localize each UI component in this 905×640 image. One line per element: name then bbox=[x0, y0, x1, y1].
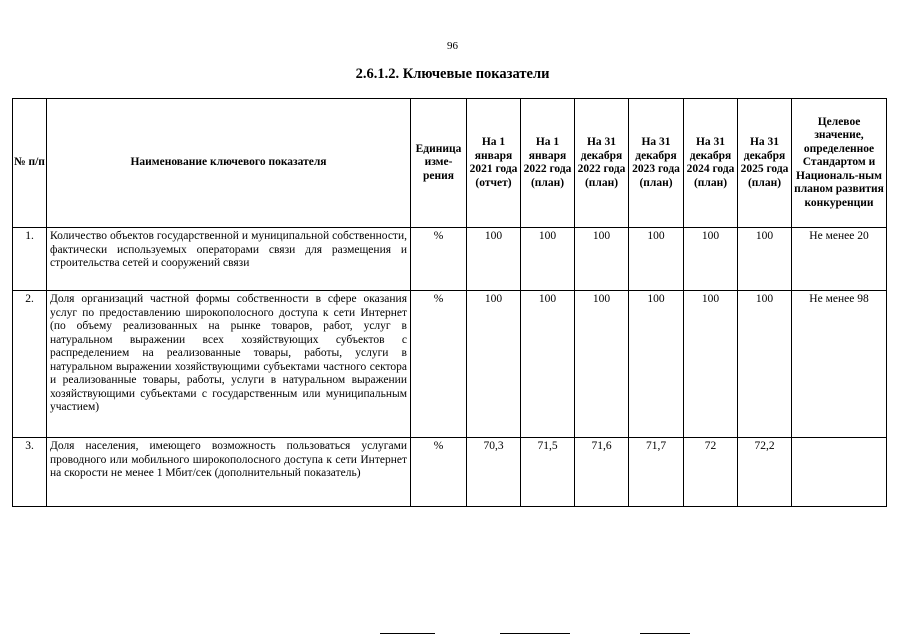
scan-mark-line bbox=[500, 633, 570, 634]
value-2022-dec: 71,6 bbox=[575, 438, 629, 507]
row-number: 3. bbox=[13, 438, 47, 507]
table-row bbox=[13, 438, 887, 507]
value-2024: 100 bbox=[684, 228, 738, 291]
header-target: Целевое значение, определенное Стандартом и Националь-ным планом развития конкуренции bbox=[792, 99, 887, 228]
value-2021: 100 bbox=[467, 228, 521, 291]
header-unit: Единица изме-рения bbox=[411, 99, 467, 228]
value-2023: 100 bbox=[629, 228, 684, 291]
value-2024: 100 bbox=[684, 291, 738, 438]
value-2021: 100 bbox=[467, 291, 521, 438]
value-2025: 72,2 bbox=[738, 438, 792, 507]
header-2024: На 31 декабря 2024 года (план) bbox=[684, 99, 738, 228]
page-number: 96 bbox=[447, 40, 458, 52]
scan-mark-line bbox=[640, 633, 690, 634]
value-2025: 100 bbox=[738, 228, 792, 291]
header-2022-jan: На 1 января 2022 года (план) bbox=[521, 99, 575, 228]
table-row bbox=[13, 228, 887, 291]
target-value: Не менее 98 bbox=[792, 291, 887, 438]
header-num: № п/п bbox=[13, 99, 47, 228]
row-number: 2. bbox=[13, 291, 47, 438]
header-2022-dec: На 31 декабря 2022 года (план) bbox=[575, 99, 629, 228]
scan-mark-line bbox=[380, 633, 435, 634]
value-2022-dec: 100 bbox=[575, 291, 629, 438]
section-title: 2.6.1.2. Ключевые показатели bbox=[355, 66, 550, 82]
header-2023: На 31 декабря 2023 года (план) bbox=[629, 99, 684, 228]
value-2022-jan: 71,5 bbox=[521, 438, 575, 507]
value-2023: 71,7 bbox=[629, 438, 684, 507]
header-2025: На 31 декабря 2025 года (план) bbox=[738, 99, 792, 228]
row-number: 1. bbox=[13, 228, 47, 291]
target-value bbox=[792, 438, 887, 507]
value-2021: 70,3 bbox=[467, 438, 521, 507]
value-2023: 100 bbox=[629, 291, 684, 438]
value-2022-dec: 100 bbox=[575, 228, 629, 291]
target-value: Не менее 20 bbox=[792, 228, 887, 291]
unit-cell: % bbox=[411, 438, 467, 507]
key-indicators-table bbox=[12, 98, 887, 507]
indicator-name: Доля организаций частной формы собственности в сфере оказания услуг по предоставлению широкополосного доступа к сети Интернет (по объему реализованных на рынке товаров, работ, услуг в натуральном выражении всех хозяйствующих субъектов с распределением на реализованные товары, работы, услуги в натуральном выражении хозяйствующими субъектами частного сектора и реализованные товары, работы, услуги в натуральном выражении хозяйствующими субъектами с государственным или муниципальным участием) bbox=[47, 291, 411, 438]
value-2022-jan: 100 bbox=[521, 228, 575, 291]
table-row bbox=[13, 291, 887, 438]
unit-cell: % bbox=[411, 228, 467, 291]
indicator-name: Количество объектов государственной и муниципальной собственности, фактически используемых операторами связи для размещения и строительства сетей и сооружений связи bbox=[47, 228, 411, 291]
value-2022-jan: 100 bbox=[521, 291, 575, 438]
indicator-name: Доля населения, имеющего возможность пользоваться услугами проводного или мобильного широкополосного доступа к сети Интернет на скорости не менее 1 Мбит/сек (дополнительный показатель) bbox=[47, 438, 411, 507]
header-2021: На 1 января 2021 года (отчет) bbox=[467, 99, 521, 228]
table-header-row bbox=[13, 99, 887, 228]
value-2025: 100 bbox=[738, 291, 792, 438]
unit-cell: % bbox=[411, 291, 467, 438]
header-name: Наименование ключевого показателя bbox=[47, 99, 411, 228]
value-2024: 72 bbox=[684, 438, 738, 507]
